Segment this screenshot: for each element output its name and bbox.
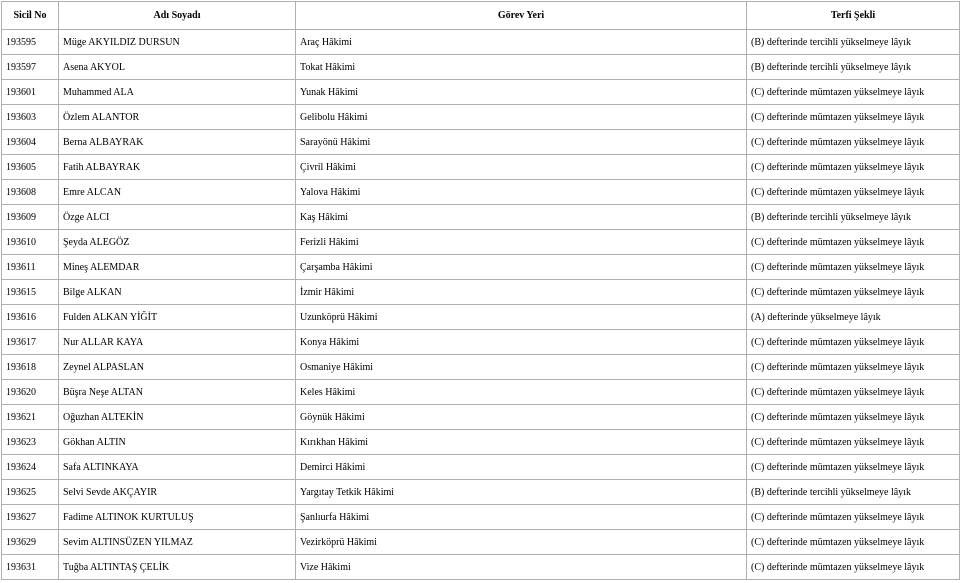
table-row [2, 205, 960, 230]
cell-sicil-no: 193631 [2, 555, 59, 580]
cell-gorev-yeri: Yalova Hâkimi [296, 180, 747, 205]
cell-terfi-sekli: (C) defterinde mümtazen yükselmeye lâyık [747, 505, 960, 530]
table-row [2, 555, 960, 580]
table-row [2, 255, 960, 280]
cell-gorev-yeri: Tokat Hâkimi [296, 55, 747, 80]
cell-adi-soyadi: Özge ALCI [59, 205, 296, 230]
cell-terfi-sekli: (C) defterinde mümtazen yükselmeye lâyık [747, 130, 960, 155]
cell-sicil-no: 193629 [2, 530, 59, 555]
cell-terfi-sekli: (B) defterinde tercihli yükselmeye lâyık [747, 205, 960, 230]
cell-sicil-no: 193603 [2, 105, 59, 130]
cell-gorev-yeri: Yargıtay Tetkik Hâkimi [296, 480, 747, 505]
table-row [2, 530, 960, 555]
cell-gorev-yeri: Yunak Hâkimi [296, 80, 747, 105]
cell-sicil-no: 193615 [2, 280, 59, 305]
header-terfi-sekli: Terfi Şekli [747, 2, 960, 30]
cell-sicil-no: 193618 [2, 355, 59, 380]
table-row [2, 305, 960, 330]
cell-gorev-yeri: Kaş Hâkimi [296, 205, 747, 230]
cell-terfi-sekli: (C) defterinde mümtazen yükselmeye lâyık [747, 280, 960, 305]
cell-gorev-yeri: Çivril Hâkimi [296, 155, 747, 180]
cell-terfi-sekli: (B) defterinde tercihli yükselmeye lâyık [747, 30, 960, 55]
cell-gorev-yeri: Sarayönü Hâkimi [296, 130, 747, 155]
table-row [2, 430, 960, 455]
cell-gorev-yeri: Göynük Hâkimi [296, 405, 747, 430]
cell-gorev-yeri: Uzunköprü Hâkimi [296, 305, 747, 330]
cell-terfi-sekli: (C) defterinde mümtazen yükselmeye lâyık [747, 380, 960, 405]
cell-adi-soyadi: Zeynel ALPASLAN [59, 355, 296, 380]
cell-sicil-no: 193608 [2, 180, 59, 205]
table-row [2, 455, 960, 480]
cell-terfi-sekli: (C) defterinde mümtazen yükselmeye lâyık [747, 430, 960, 455]
cell-adi-soyadi: Muhammed ALA [59, 80, 296, 105]
cell-sicil-no: 193624 [2, 455, 59, 480]
cell-terfi-sekli: (C) defterinde mümtazen yükselmeye lâyık [747, 255, 960, 280]
cell-adi-soyadi: Gökhan ALTIN [59, 430, 296, 455]
table-row [2, 280, 960, 305]
cell-adi-soyadi: Büşra Neşe ALTAN [59, 380, 296, 405]
header-gorev-yeri: Görev Yeri [296, 2, 747, 30]
cell-gorev-yeri: Kırıkhan Hâkimi [296, 430, 747, 455]
cell-terfi-sekli: (C) defterinde mümtazen yükselmeye lâyık [747, 330, 960, 355]
cell-sicil-no: 193595 [2, 30, 59, 55]
table-header [2, 2, 960, 30]
cell-sicil-no: 193627 [2, 505, 59, 530]
cell-adi-soyadi: Şeyda ALEGÖZ [59, 230, 296, 255]
table-row [2, 230, 960, 255]
table-row [2, 80, 960, 105]
cell-adi-soyadi: Fulden ALKAN YİĞİT [59, 305, 296, 330]
cell-adi-soyadi: Tuğba ALTINTAŞ ÇELİK [59, 555, 296, 580]
cell-gorev-yeri: Araç Hâkimi [296, 30, 747, 55]
cell-gorev-yeri: Vezirköprü Hâkimi [296, 530, 747, 555]
cell-gorev-yeri: İzmir Hâkimi [296, 280, 747, 305]
cell-terfi-sekli: (C) defterinde mümtazen yükselmeye lâyık [747, 230, 960, 255]
cell-adi-soyadi: Sevim ALTINSÜZEN YILMAZ [59, 530, 296, 555]
cell-sicil-no: 193605 [2, 155, 59, 180]
table-row [2, 505, 960, 530]
cell-sicil-no: 193625 [2, 480, 59, 505]
cell-adi-soyadi: Oğuzhan ALTEKİN [59, 405, 296, 430]
table-row [2, 105, 960, 130]
cell-gorev-yeri: Ferizli Hâkimi [296, 230, 747, 255]
cell-adi-soyadi: Fatih ALBAYRAK [59, 155, 296, 180]
cell-terfi-sekli: (C) defterinde mümtazen yükselmeye lâyık [747, 155, 960, 180]
cell-sicil-no: 193617 [2, 330, 59, 355]
header-sicil-no: Sicil No [2, 2, 59, 30]
cell-adi-soyadi: Müge AKYILDIZ DURSUN [59, 30, 296, 55]
cell-adi-soyadi: Safa ALTINKAYA [59, 455, 296, 480]
cell-terfi-sekli: (C) defterinde mümtazen yükselmeye lâyık [747, 555, 960, 580]
header-row [2, 2, 960, 30]
cell-adi-soyadi: Bilge ALKAN [59, 280, 296, 305]
table-row [2, 355, 960, 380]
cell-adi-soyadi: Emre ALCAN [59, 180, 296, 205]
cell-terfi-sekli: (C) defterinde mümtazen yükselmeye lâyık [747, 180, 960, 205]
cell-adi-soyadi: Berna ALBAYRAK [59, 130, 296, 155]
cell-terfi-sekli: (C) defterinde mümtazen yükselmeye lâyık [747, 530, 960, 555]
cell-gorev-yeri: Çarşamba Hâkimi [296, 255, 747, 280]
table-row [2, 30, 960, 55]
table-body [2, 30, 960, 580]
table-row [2, 480, 960, 505]
header-adi-soyadi: Adı Soyadı [59, 2, 296, 30]
table-row [2, 380, 960, 405]
promotion-table [1, 1, 960, 580]
cell-sicil-no: 193616 [2, 305, 59, 330]
cell-adi-soyadi: Fadime ALTINOK KURTULUŞ [59, 505, 296, 530]
cell-terfi-sekli: (C) defterinde mümtazen yükselmeye lâyık [747, 105, 960, 130]
cell-terfi-sekli: (B) defterinde tercihli yükselmeye lâyık [747, 480, 960, 505]
cell-sicil-no: 193610 [2, 230, 59, 255]
table-row [2, 155, 960, 180]
cell-terfi-sekli: (C) defterinde mümtazen yükselmeye lâyık [747, 355, 960, 380]
table-row [2, 55, 960, 80]
cell-adi-soyadi: Özlem ALANTOR [59, 105, 296, 130]
cell-terfi-sekli: (A) defterinde yükselmeye lâyık [747, 305, 960, 330]
table-row [2, 130, 960, 155]
cell-gorev-yeri: Demirci Hâkimi [296, 455, 747, 480]
cell-sicil-no: 193623 [2, 430, 59, 455]
cell-sicil-no: 193620 [2, 380, 59, 405]
cell-adi-soyadi: Mineş ALEMDAR [59, 255, 296, 280]
cell-gorev-yeri: Keles Hâkimi [296, 380, 747, 405]
cell-adi-soyadi: Nur ALLAR KAYA [59, 330, 296, 355]
cell-sicil-no: 193597 [2, 55, 59, 80]
cell-terfi-sekli: (C) defterinde mümtazen yükselmeye lâyık [747, 405, 960, 430]
cell-terfi-sekli: (B) defterinde tercihli yükselmeye lâyık [747, 55, 960, 80]
cell-sicil-no: 193604 [2, 130, 59, 155]
cell-gorev-yeri: Vize Hâkimi [296, 555, 747, 580]
cell-sicil-no: 193611 [2, 255, 59, 280]
table-row [2, 405, 960, 430]
cell-adi-soyadi: Asena AKYOL [59, 55, 296, 80]
table-row [2, 180, 960, 205]
cell-sicil-no: 193601 [2, 80, 59, 105]
cell-gorev-yeri: Osmaniye Hâkimi [296, 355, 747, 380]
cell-terfi-sekli: (C) defterinde mümtazen yükselmeye lâyık [747, 80, 960, 105]
cell-gorev-yeri: Konya Hâkimi [296, 330, 747, 355]
cell-terfi-sekli: (C) defterinde mümtazen yükselmeye lâyık [747, 455, 960, 480]
cell-gorev-yeri: Şanlıurfa Hâkimi [296, 505, 747, 530]
cell-sicil-no: 193609 [2, 205, 59, 230]
cell-adi-soyadi: Selvi Sevde AKÇAYIR [59, 480, 296, 505]
cell-sicil-no: 193621 [2, 405, 59, 430]
cell-gorev-yeri: Gelibolu Hâkimi [296, 105, 747, 130]
table-row [2, 330, 960, 355]
